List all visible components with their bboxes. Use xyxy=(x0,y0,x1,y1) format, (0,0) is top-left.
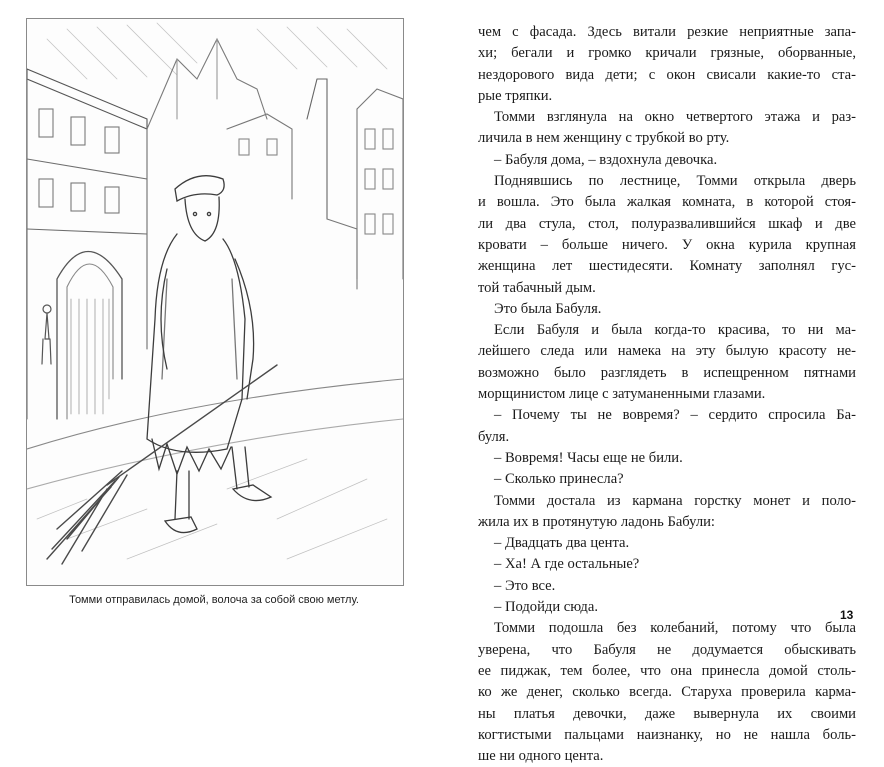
text-line: лейшего следа или намека на эту былую красоту не- xyxy=(478,343,856,360)
text-line: Томми достала из кармана горстку монет и поло- xyxy=(494,492,856,509)
text-line: той табачный дым. xyxy=(478,279,596,296)
text-line: – Подойди сюда. xyxy=(494,599,598,616)
text-line: – Ха! А где остальные? xyxy=(494,556,640,573)
text-line: хи; бегали и громко кричали грязные, оборванные, xyxy=(478,45,856,62)
text-line: – Бабуля дома, – вздохнула девочка. xyxy=(494,151,718,168)
pencil-illustration xyxy=(26,18,404,586)
text-line: Поднявшись по лестнице, Томми открыла дверь xyxy=(494,173,856,190)
text-line: Если Бабуля и была когда-то красива, то ни ма- xyxy=(494,322,856,339)
text-line: ны платья девочки, даже вывернула их своими xyxy=(478,705,856,722)
body-text xyxy=(478,22,856,767)
text-line: Это была Бабуля. xyxy=(494,300,602,317)
illustration-drawing xyxy=(27,19,403,585)
text-line: кровати – больше ничего. У окна курила крупная xyxy=(478,236,856,253)
text-line: ее пиджак, тем более, что она принесла домой столь- xyxy=(478,662,856,679)
text-line: – Это все. xyxy=(494,577,556,594)
text-line: ли два стула, стол, полуразвалившийся шкаф и две xyxy=(478,215,856,232)
text-line: ше ни одного цента. xyxy=(478,748,604,765)
text-line: нездорового вида дети; с окон свисали какие-то ста- xyxy=(478,66,856,83)
text-line: – Сколько принесла? xyxy=(494,471,624,488)
text-line: и вошла. Это была жалкая комната, в которой стоя- xyxy=(478,194,856,211)
page-number: 13 xyxy=(840,608,854,622)
text-line: когтистыми пальцами наизнанку, но не нашла боль- xyxy=(478,726,856,743)
text-line: ко же денег, сколько всегда. Старуха проверила карма- xyxy=(478,684,856,701)
illustration-caption: Томми отправилась домой, волоча за собой свою метлу. xyxy=(69,594,359,606)
text-line: чем с фасада. Здесь витали резкие неприятные запа- xyxy=(478,24,856,40)
text-line: Томми взглянула на окно четвертого этажа и раз- xyxy=(494,109,856,126)
text-line: буля. xyxy=(478,428,510,445)
text-line: личила в нем женщину с трубкой во рту. xyxy=(478,130,730,147)
text-line: уверена, что Бабуля не додумается обыскивать xyxy=(478,641,856,658)
text-line: – Почему ты не вовремя? – сердито спросила Ба- xyxy=(494,407,856,424)
text-line: возможно было разглядеть в испещренном пятнами xyxy=(478,364,856,381)
text-line: морщинистом лице с затуманенными глазами. xyxy=(478,386,766,403)
text-line: – Двадцать два цента. xyxy=(494,535,630,552)
text-line: Томми подошла без колебаний, потому что была xyxy=(494,620,856,637)
text-line: женщина лет шестидесяти. Комнату заполнял гус- xyxy=(478,258,856,275)
text-line: рые тряпки. xyxy=(478,87,553,104)
text-line: жила их в протянутую ладонь Бабули: xyxy=(478,513,715,530)
text-line: – Вовремя! Часы еще не били. xyxy=(494,449,683,466)
